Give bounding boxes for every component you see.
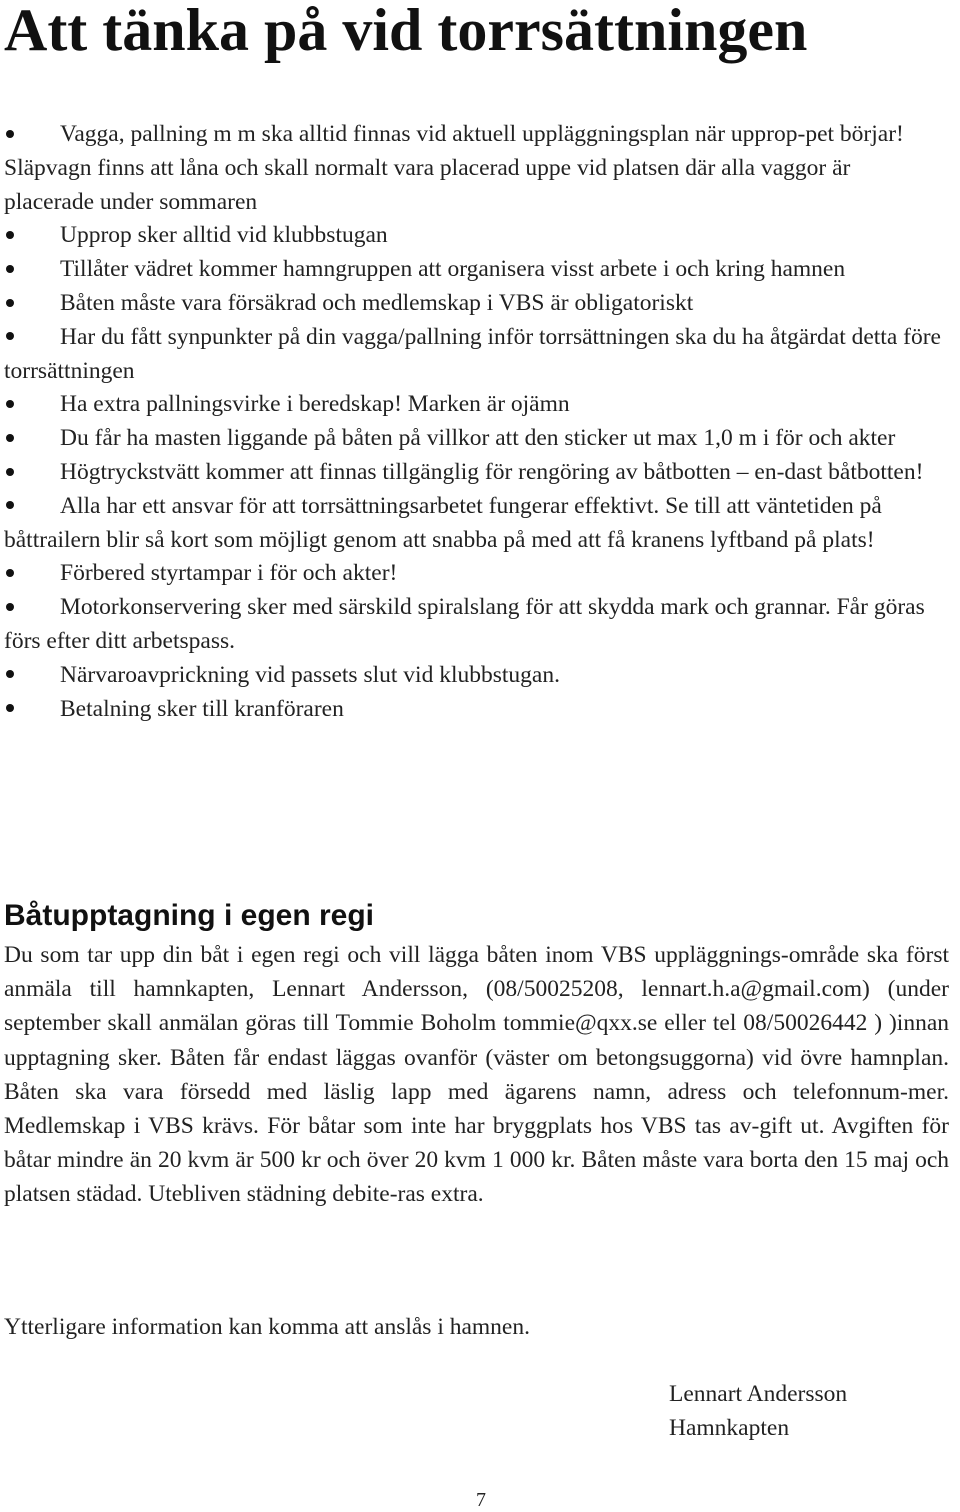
list-item-text: Högtryckstvätt kommer att finnas tillgänglig för rengöring av båtbotten – en-dast båtbotten! — [60, 458, 924, 485]
list-item — [4, 388, 944, 422]
bullet-icon — [6, 670, 14, 678]
list-item-text: Tillåter vädret kommer hamngruppen att organisera visst arbete i och kring hamnen — [60, 256, 846, 283]
bullet-icon — [6, 299, 14, 307]
bullet-icon — [6, 231, 14, 239]
checklist — [4, 118, 944, 726]
list-item-text: Alla har ett ansvar för att torrsättningsarbetet fungerar effektivt. Se till att väntetiden på båttrailern blir så kort som möjligt genom att snabba på med att få kranens lyftband på plats! — [4, 492, 882, 553]
bullet-icon — [6, 569, 14, 577]
list-item-text: Har du fått synpunkter på din vagga/pallning inför torrsättningen ska du ha åtgärdat detta före torrsättningen — [4, 323, 941, 384]
list-item — [4, 118, 944, 219]
signature-name: Lennart Andersson — [669, 1381, 848, 1407]
signature-role: Hamnkapten — [669, 1415, 790, 1441]
bullet-icon — [6, 332, 14, 340]
list-item-text: Vagga, pallning m m ska alltid finnas vid aktuell uppläggningsplan när upprop-pet börjar! Släpvagn finns att låna och skall normalt vara placerad uppe vid platsen där alla vaggor är placerade under sommaren — [4, 121, 904, 215]
list-item-text: Betalning sker till kranföraren — [60, 695, 344, 722]
list-item — [4, 422, 944, 456]
list-item-text: Motorkonservering sker med särskild spiralslang för att skydda mark och grannar. Får göras förs efter ditt arbetspass. — [4, 594, 925, 654]
bullet-icon — [6, 704, 14, 712]
list-item-text: Förbered styrtampar i för och akter! — [60, 560, 398, 587]
signature-block — [669, 1377, 847, 1445]
list-item — [4, 490, 944, 558]
bullet-icon — [6, 130, 14, 138]
list-item — [4, 321, 944, 389]
list-item-text: Upprop sker alltid vid klubbstugan — [60, 222, 388, 249]
section-heading: Båtupptagning i egen regi — [4, 899, 375, 932]
info-note: Ytterligare information kan komma att anslås i hamnen. — [4, 1314, 530, 1340]
list-item — [4, 591, 944, 659]
bullet-icon — [6, 400, 14, 408]
list-item — [4, 253, 944, 287]
list-item — [4, 219, 944, 253]
list-item — [4, 557, 944, 591]
list-item — [4, 287, 944, 321]
section-paragraph: Du som tar upp din båt i egen regi och vill lägga båten inom VBS uppläggnings-område ska först anmäla till hamnkapten, Lennart Andersson, (08/50025208, lennart.h.a@gmail.com) (under september skall anmälan göras till Tommie Boholm tommie@qxx.se eller tel 08/50026442 ) )innan upptagning sker. Båten får endast läggas ovanför (väster om betongsuggorna) vid övre hamnplan. Båten ska vara försedd med läslig lapp med ägarens namn, adress och telefonnum-mer. Medlemskap i VBS krävs. För båtar som inte har bryggplats hos VBS tas av-gift ut. Avgiften för båtar mindre än 20 kvm är 500 kr och över 20 kvm 1 000 kr. Båten måste vara borta den 15 maj och platsen städad. Utebliven städning debite-ras extra. — [4, 942, 949, 1208]
bullet-icon — [6, 434, 14, 442]
bullet-icon — [6, 603, 14, 611]
list-item — [4, 456, 944, 490]
bullet-icon — [6, 501, 14, 509]
bullet-icon — [6, 265, 14, 273]
list-item-text: Du får ha masten liggande på båten på villkor att den sticker ut max 1,0 m i för och akter — [60, 425, 896, 452]
page-number: 7 — [476, 1489, 486, 1511]
list-item-text: Båten måste vara försäkrad och medlemskap i VBS är obligatoriskt — [60, 289, 694, 316]
bullet-icon — [6, 468, 14, 476]
list-item-text: Ha extra pallningsvirke i beredskap! Marken är ojämn — [60, 391, 570, 418]
page-title: Att tänka på vid torrsättningen — [4, 0, 808, 63]
list-item — [4, 659, 944, 693]
list-item-text: Närvaroavprickning vid passets slut vid klubbstugan. — [60, 661, 560, 688]
list-item — [4, 693, 944, 727]
